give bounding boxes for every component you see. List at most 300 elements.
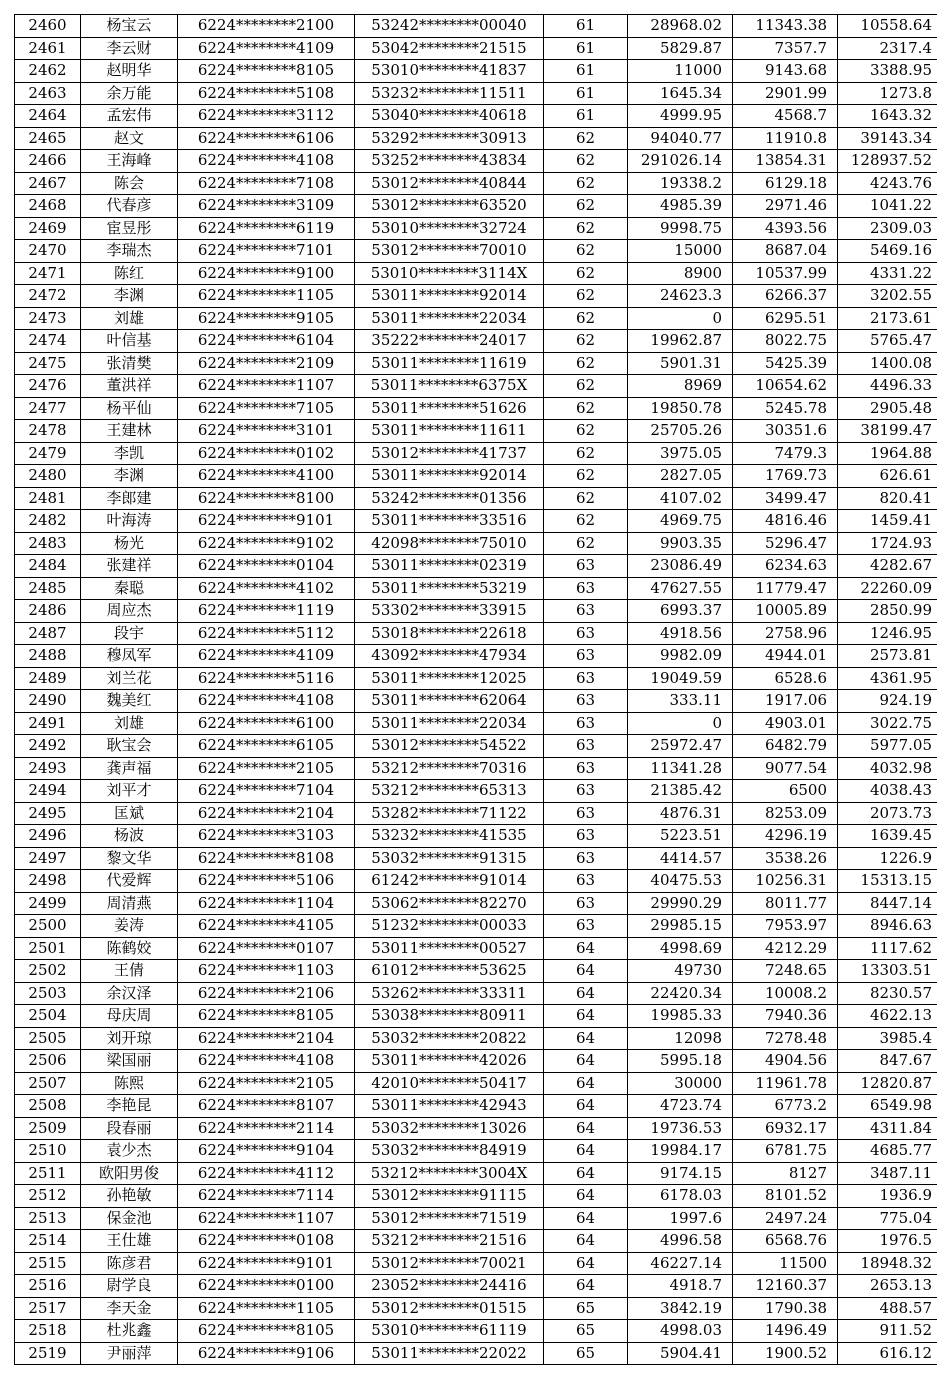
id-number-cell: 53062********82270 xyxy=(355,892,544,915)
amount-cell-3: 15313.15 xyxy=(838,870,937,893)
amount-cell-2: 4904.56 xyxy=(733,1050,838,1073)
table-row xyxy=(15,532,937,555)
amount-cell-1: 4414.57 xyxy=(628,847,733,870)
name-cell: 余汉泽 xyxy=(81,982,178,1005)
id-number-cell: 53010********32724 xyxy=(355,217,544,240)
row-number-cell: 2496 xyxy=(15,825,81,848)
amount-cell-3: 1724.93 xyxy=(838,532,937,555)
bank-card-cell: 6224********8108 xyxy=(178,847,355,870)
bank-card-cell: 6224********7108 xyxy=(178,172,355,195)
row-number-cell: 2482 xyxy=(15,510,81,533)
bank-card-cell: 6224********0100 xyxy=(178,1275,355,1298)
bank-card-cell: 6224********9102 xyxy=(178,532,355,555)
amount-cell-2: 1496.49 xyxy=(733,1320,838,1343)
amount-cell-2: 13854.31 xyxy=(733,150,838,173)
name-cell: 王建林 xyxy=(81,420,178,443)
table-row xyxy=(15,870,937,893)
table-row xyxy=(15,1342,937,1365)
amount-cell-3: 5977.05 xyxy=(838,735,937,758)
row-number-cell: 2484 xyxy=(15,555,81,578)
age-cell: 64 xyxy=(544,1140,628,1163)
amount-cell-2: 11500 xyxy=(733,1252,838,1275)
amount-cell-3: 8946.63 xyxy=(838,915,937,938)
table-row xyxy=(15,465,937,488)
records-body xyxy=(15,15,937,1365)
id-number-cell: 53010********3114X xyxy=(355,262,544,285)
amount-cell-1: 21385.42 xyxy=(628,780,733,803)
age-cell: 63 xyxy=(544,802,628,825)
table-row xyxy=(15,780,937,803)
id-number-cell: 53012********40844 xyxy=(355,172,544,195)
amount-cell-1: 9982.09 xyxy=(628,645,733,668)
bank-card-cell: 6224********1104 xyxy=(178,892,355,915)
row-number-cell: 2474 xyxy=(15,330,81,353)
age-cell: 61 xyxy=(544,105,628,128)
age-cell: 62 xyxy=(544,195,628,218)
amount-cell-3: 626.61 xyxy=(838,465,937,488)
age-cell: 64 xyxy=(544,1185,628,1208)
amount-cell-3: 4622.13 xyxy=(838,1005,937,1028)
amount-cell-2: 8011.77 xyxy=(733,892,838,915)
name-cell: 代春彦 xyxy=(81,195,178,218)
id-number-cell: 23052********24416 xyxy=(355,1275,544,1298)
amount-cell-3: 4361.95 xyxy=(838,667,937,690)
amount-cell-1: 4918.7 xyxy=(628,1275,733,1298)
age-cell: 63 xyxy=(544,847,628,870)
bank-card-cell: 6224********6106 xyxy=(178,127,355,150)
table-row xyxy=(15,82,937,105)
amount-cell-1: 9998.75 xyxy=(628,217,733,240)
amount-cell-1: 19985.33 xyxy=(628,1005,733,1028)
amount-cell-1: 6178.03 xyxy=(628,1185,733,1208)
table-row xyxy=(15,1320,937,1343)
amount-cell-1: 333.11 xyxy=(628,690,733,713)
bank-card-cell: 6224********3101 xyxy=(178,420,355,443)
table-row xyxy=(15,600,937,623)
amount-cell-2: 5296.47 xyxy=(733,532,838,555)
table-row xyxy=(15,375,937,398)
amount-cell-2: 7278.48 xyxy=(733,1027,838,1050)
amount-cell-2: 5245.78 xyxy=(733,397,838,420)
amount-cell-1: 25705.26 xyxy=(628,420,733,443)
amount-cell-1: 19049.59 xyxy=(628,667,733,690)
bank-card-cell: 6224********4109 xyxy=(178,37,355,60)
id-number-cell: 53032********13026 xyxy=(355,1117,544,1140)
row-number-cell: 2512 xyxy=(15,1185,81,1208)
amount-cell-2: 6568.76 xyxy=(733,1230,838,1253)
amount-cell-1: 4969.75 xyxy=(628,510,733,533)
row-number-cell: 2465 xyxy=(15,127,81,150)
row-number-cell: 2461 xyxy=(15,37,81,60)
row-number-cell: 2475 xyxy=(15,352,81,375)
amount-cell-3: 2309.03 xyxy=(838,217,937,240)
age-cell: 62 xyxy=(544,487,628,510)
row-number-cell: 2516 xyxy=(15,1275,81,1298)
age-cell: 64 xyxy=(544,1072,628,1095)
age-cell: 62 xyxy=(544,510,628,533)
name-cell: 张建祥 xyxy=(81,555,178,578)
bank-card-cell: 6224********5116 xyxy=(178,667,355,690)
row-number-cell: 2495 xyxy=(15,802,81,825)
amount-cell-3: 3388.95 xyxy=(838,60,937,83)
table-row xyxy=(15,735,937,758)
bank-card-cell: 6224********9100 xyxy=(178,262,355,285)
table-row xyxy=(15,397,937,420)
table-row xyxy=(15,330,937,353)
id-number-cell: 53011********51626 xyxy=(355,397,544,420)
id-number-cell: 53011********22034 xyxy=(355,307,544,330)
bank-card-cell: 6224********6105 xyxy=(178,735,355,758)
amount-cell-1: 291026.14 xyxy=(628,150,733,173)
id-number-cell: 53010********61119 xyxy=(355,1320,544,1343)
record-sheet xyxy=(14,14,932,1365)
row-number-cell: 2492 xyxy=(15,735,81,758)
name-cell: 杨宝云 xyxy=(81,15,178,38)
name-cell: 李艳昆 xyxy=(81,1095,178,1118)
id-number-cell: 43092********47934 xyxy=(355,645,544,668)
bank-card-cell: 6224********4105 xyxy=(178,915,355,938)
table-row xyxy=(15,1072,937,1095)
name-cell: 代爱辉 xyxy=(81,870,178,893)
amount-cell-1: 15000 xyxy=(628,240,733,263)
amount-cell-2: 7248.65 xyxy=(733,960,838,983)
name-cell: 叶信基 xyxy=(81,330,178,353)
table-row xyxy=(15,555,937,578)
age-cell: 61 xyxy=(544,37,628,60)
name-cell: 杨光 xyxy=(81,532,178,555)
row-number-cell: 2515 xyxy=(15,1252,81,1275)
amount-cell-1: 30000 xyxy=(628,1072,733,1095)
row-number-cell: 2483 xyxy=(15,532,81,555)
table-row xyxy=(15,105,937,128)
age-cell: 64 xyxy=(544,1095,628,1118)
amount-cell-2: 4296.19 xyxy=(733,825,838,848)
row-number-cell: 2488 xyxy=(15,645,81,668)
age-cell: 62 xyxy=(544,217,628,240)
bank-card-cell: 6224********2105 xyxy=(178,757,355,780)
id-number-cell: 35222********24017 xyxy=(355,330,544,353)
amount-cell-3: 616.12 xyxy=(838,1342,937,1365)
id-number-cell: 53032********91315 xyxy=(355,847,544,870)
bank-card-cell: 6224********7114 xyxy=(178,1185,355,1208)
name-cell: 陈鹤姣 xyxy=(81,937,178,960)
amount-cell-1: 24623.3 xyxy=(628,285,733,308)
amount-cell-3: 4243.76 xyxy=(838,172,937,195)
amount-cell-2: 6932.17 xyxy=(733,1117,838,1140)
age-cell: 61 xyxy=(544,15,628,38)
table-row xyxy=(15,1207,937,1230)
table-row xyxy=(15,847,937,870)
age-cell: 64 xyxy=(544,937,628,960)
amount-cell-3: 1643.32 xyxy=(838,105,937,128)
table-row xyxy=(15,15,937,38)
bank-card-cell: 6224********5112 xyxy=(178,622,355,645)
amount-cell-3: 1976.5 xyxy=(838,1230,937,1253)
row-number-cell: 2470 xyxy=(15,240,81,263)
amount-cell-2: 10008.2 xyxy=(733,982,838,1005)
bank-card-cell: 6224********9101 xyxy=(178,1252,355,1275)
amount-cell-2: 10005.89 xyxy=(733,600,838,623)
id-number-cell: 53018********22618 xyxy=(355,622,544,645)
amount-cell-2: 6295.51 xyxy=(733,307,838,330)
amount-cell-1: 9903.35 xyxy=(628,532,733,555)
id-number-cell: 53040********40618 xyxy=(355,105,544,128)
amount-cell-2: 12160.37 xyxy=(733,1275,838,1298)
amount-cell-3: 3985.4 xyxy=(838,1027,937,1050)
amount-cell-2: 10256.31 xyxy=(733,870,838,893)
id-number-cell: 53212********70316 xyxy=(355,757,544,780)
id-number-cell: 53011********11611 xyxy=(355,420,544,443)
row-number-cell: 2519 xyxy=(15,1342,81,1365)
bank-card-cell: 6224********7104 xyxy=(178,780,355,803)
amount-cell-3: 2850.99 xyxy=(838,600,937,623)
amount-cell-3: 38199.47 xyxy=(838,420,937,443)
age-cell: 63 xyxy=(544,825,628,848)
table-row xyxy=(15,690,937,713)
row-number-cell: 2497 xyxy=(15,847,81,870)
amount-cell-2: 8101.52 xyxy=(733,1185,838,1208)
amount-cell-1: 0 xyxy=(628,712,733,735)
row-number-cell: 2510 xyxy=(15,1140,81,1163)
bank-card-cell: 6224********2105 xyxy=(178,1072,355,1095)
name-cell: 陈熙 xyxy=(81,1072,178,1095)
amount-cell-1: 5904.41 xyxy=(628,1342,733,1365)
records-table xyxy=(14,14,937,1365)
amount-cell-2: 4944.01 xyxy=(733,645,838,668)
row-number-cell: 2471 xyxy=(15,262,81,285)
amount-cell-1: 3842.19 xyxy=(628,1297,733,1320)
bank-card-cell: 6224********0108 xyxy=(178,1230,355,1253)
id-number-cell: 53011********53219 xyxy=(355,577,544,600)
amount-cell-3: 5765.47 xyxy=(838,330,937,353)
row-number-cell: 2485 xyxy=(15,577,81,600)
bank-card-cell: 6224********1107 xyxy=(178,1207,355,1230)
amount-cell-1: 5829.87 xyxy=(628,37,733,60)
id-number-cell: 53012********70021 xyxy=(355,1252,544,1275)
amount-cell-3: 22260.09 xyxy=(838,577,937,600)
age-cell: 62 xyxy=(544,172,628,195)
amount-cell-1: 8969 xyxy=(628,375,733,398)
amount-cell-3: 39143.34 xyxy=(838,127,937,150)
amount-cell-3: 2653.13 xyxy=(838,1275,937,1298)
table-row xyxy=(15,420,937,443)
row-number-cell: 2506 xyxy=(15,1050,81,1073)
amount-cell-2: 2901.99 xyxy=(733,82,838,105)
table-row xyxy=(15,1027,937,1050)
amount-cell-3: 4311.84 xyxy=(838,1117,937,1140)
bank-card-cell: 6224********0104 xyxy=(178,555,355,578)
amount-cell-1: 11000 xyxy=(628,60,733,83)
row-number-cell: 2489 xyxy=(15,667,81,690)
row-number-cell: 2468 xyxy=(15,195,81,218)
name-cell: 孙艳敏 xyxy=(81,1185,178,1208)
id-number-cell: 53011********6375X xyxy=(355,375,544,398)
table-row xyxy=(15,487,937,510)
row-number-cell: 2508 xyxy=(15,1095,81,1118)
name-cell: 赵文 xyxy=(81,127,178,150)
amount-cell-3: 1964.88 xyxy=(838,442,937,465)
row-number-cell: 2477 xyxy=(15,397,81,420)
name-cell: 李瑞杰 xyxy=(81,240,178,263)
amount-cell-3: 847.67 xyxy=(838,1050,937,1073)
table-row xyxy=(15,937,937,960)
name-cell: 周清燕 xyxy=(81,892,178,915)
bank-card-cell: 6224********5106 xyxy=(178,870,355,893)
table-row xyxy=(15,1275,937,1298)
name-cell: 孟宏伟 xyxy=(81,105,178,128)
id-number-cell: 53302********33915 xyxy=(355,600,544,623)
row-number-cell: 2507 xyxy=(15,1072,81,1095)
amount-cell-2: 11779.47 xyxy=(733,577,838,600)
amount-cell-2: 4212.29 xyxy=(733,937,838,960)
id-number-cell: 53212********65313 xyxy=(355,780,544,803)
amount-cell-3: 911.52 xyxy=(838,1320,937,1343)
name-cell: 王倩 xyxy=(81,960,178,983)
table-row xyxy=(15,37,937,60)
amount-cell-2: 4903.01 xyxy=(733,712,838,735)
name-cell: 杨波 xyxy=(81,825,178,848)
amount-cell-1: 3975.05 xyxy=(628,442,733,465)
bank-card-cell: 6224********3109 xyxy=(178,195,355,218)
name-cell: 董洪祥 xyxy=(81,375,178,398)
bank-card-cell: 6224********4108 xyxy=(178,690,355,713)
amount-cell-1: 4998.03 xyxy=(628,1320,733,1343)
age-cell: 63 xyxy=(544,600,628,623)
age-cell: 64 xyxy=(544,1027,628,1050)
bank-card-cell: 6224********4112 xyxy=(178,1162,355,1185)
age-cell: 63 xyxy=(544,735,628,758)
name-cell: 穆凤军 xyxy=(81,645,178,668)
row-number-cell: 2509 xyxy=(15,1117,81,1140)
row-number-cell: 2499 xyxy=(15,892,81,915)
age-cell: 62 xyxy=(544,150,628,173)
amount-cell-2: 11910.8 xyxy=(733,127,838,150)
amount-cell-3: 2317.4 xyxy=(838,37,937,60)
name-cell: 李云财 xyxy=(81,37,178,60)
amount-cell-1: 28968.02 xyxy=(628,15,733,38)
amount-cell-1: 19850.78 xyxy=(628,397,733,420)
age-cell: 62 xyxy=(544,285,628,308)
amount-cell-3: 18948.32 xyxy=(838,1252,937,1275)
name-cell: 匡斌 xyxy=(81,802,178,825)
amount-cell-2: 11961.78 xyxy=(733,1072,838,1095)
amount-cell-3: 10558.64 xyxy=(838,15,937,38)
age-cell: 65 xyxy=(544,1297,628,1320)
row-number-cell: 2518 xyxy=(15,1320,81,1343)
id-number-cell: 53212********3004X xyxy=(355,1162,544,1185)
amount-cell-1: 4876.31 xyxy=(628,802,733,825)
age-cell: 64 xyxy=(544,1162,628,1185)
age-cell: 62 xyxy=(544,330,628,353)
row-number-cell: 2460 xyxy=(15,15,81,38)
age-cell: 63 xyxy=(544,892,628,915)
bank-card-cell: 6224********5108 xyxy=(178,82,355,105)
age-cell: 65 xyxy=(544,1320,628,1343)
name-cell: 袁少杰 xyxy=(81,1140,178,1163)
id-number-cell: 51232********00033 xyxy=(355,915,544,938)
amount-cell-1: 22420.34 xyxy=(628,982,733,1005)
table-row xyxy=(15,757,937,780)
amount-cell-2: 7479.3 xyxy=(733,442,838,465)
age-cell: 61 xyxy=(544,82,628,105)
row-number-cell: 2481 xyxy=(15,487,81,510)
amount-cell-3: 1041.22 xyxy=(838,195,937,218)
bank-card-cell: 6224********8100 xyxy=(178,487,355,510)
age-cell: 62 xyxy=(544,127,628,150)
amount-cell-2: 6234.63 xyxy=(733,555,838,578)
id-number-cell: 53011********22034 xyxy=(355,712,544,735)
table-row xyxy=(15,307,937,330)
age-cell: 64 xyxy=(544,1275,628,1298)
table-row xyxy=(15,150,937,173)
amount-cell-3: 1639.45 xyxy=(838,825,937,848)
name-cell: 赵明华 xyxy=(81,60,178,83)
id-number-cell: 53252********43834 xyxy=(355,150,544,173)
table-row xyxy=(15,1162,937,1185)
amount-cell-2: 1917.06 xyxy=(733,690,838,713)
amount-cell-1: 9174.15 xyxy=(628,1162,733,1185)
name-cell: 宦昱彤 xyxy=(81,217,178,240)
table-row xyxy=(15,510,937,533)
amount-cell-3: 4282.67 xyxy=(838,555,937,578)
age-cell: 61 xyxy=(544,60,628,83)
age-cell: 62 xyxy=(544,532,628,555)
table-row xyxy=(15,217,937,240)
amount-cell-1: 4999.95 xyxy=(628,105,733,128)
row-number-cell: 2478 xyxy=(15,420,81,443)
id-number-cell: 53011********92014 xyxy=(355,285,544,308)
id-number-cell: 53232********41535 xyxy=(355,825,544,848)
bank-card-cell: 6224********2104 xyxy=(178,1027,355,1050)
row-number-cell: 2502 xyxy=(15,960,81,983)
row-number-cell: 2464 xyxy=(15,105,81,128)
amount-cell-1: 4998.69 xyxy=(628,937,733,960)
bank-card-cell: 6224********9106 xyxy=(178,1342,355,1365)
id-number-cell: 53012********54522 xyxy=(355,735,544,758)
amount-cell-3: 3022.75 xyxy=(838,712,937,735)
row-number-cell: 2501 xyxy=(15,937,81,960)
age-cell: 63 xyxy=(544,915,628,938)
name-cell: 李渊 xyxy=(81,465,178,488)
name-cell: 叶海涛 xyxy=(81,510,178,533)
id-number-cell: 53212********21516 xyxy=(355,1230,544,1253)
age-cell: 63 xyxy=(544,555,628,578)
name-cell: 刘雄 xyxy=(81,712,178,735)
name-cell: 尹丽萍 xyxy=(81,1342,178,1365)
amount-cell-1: 12098 xyxy=(628,1027,733,1050)
bank-card-cell: 6224********1119 xyxy=(178,600,355,623)
name-cell: 余万能 xyxy=(81,82,178,105)
name-cell: 梁国丽 xyxy=(81,1050,178,1073)
amount-cell-3: 2573.81 xyxy=(838,645,937,668)
amount-cell-2: 1900.52 xyxy=(733,1342,838,1365)
amount-cell-1: 46227.14 xyxy=(628,1252,733,1275)
bank-card-cell: 6224********3103 xyxy=(178,825,355,848)
id-number-cell: 53011********92014 xyxy=(355,465,544,488)
name-cell: 杨平仙 xyxy=(81,397,178,420)
amount-cell-3: 1459.41 xyxy=(838,510,937,533)
name-cell: 刘雄 xyxy=(81,307,178,330)
age-cell: 63 xyxy=(544,780,628,803)
bank-card-cell: 6224********9104 xyxy=(178,1140,355,1163)
table-row xyxy=(15,982,937,1005)
row-number-cell: 2498 xyxy=(15,870,81,893)
bank-card-cell: 6224********4100 xyxy=(178,465,355,488)
name-cell: 秦聪 xyxy=(81,577,178,600)
bank-card-cell: 6224********8105 xyxy=(178,60,355,83)
row-number-cell: 2490 xyxy=(15,690,81,713)
name-cell: 王海峰 xyxy=(81,150,178,173)
